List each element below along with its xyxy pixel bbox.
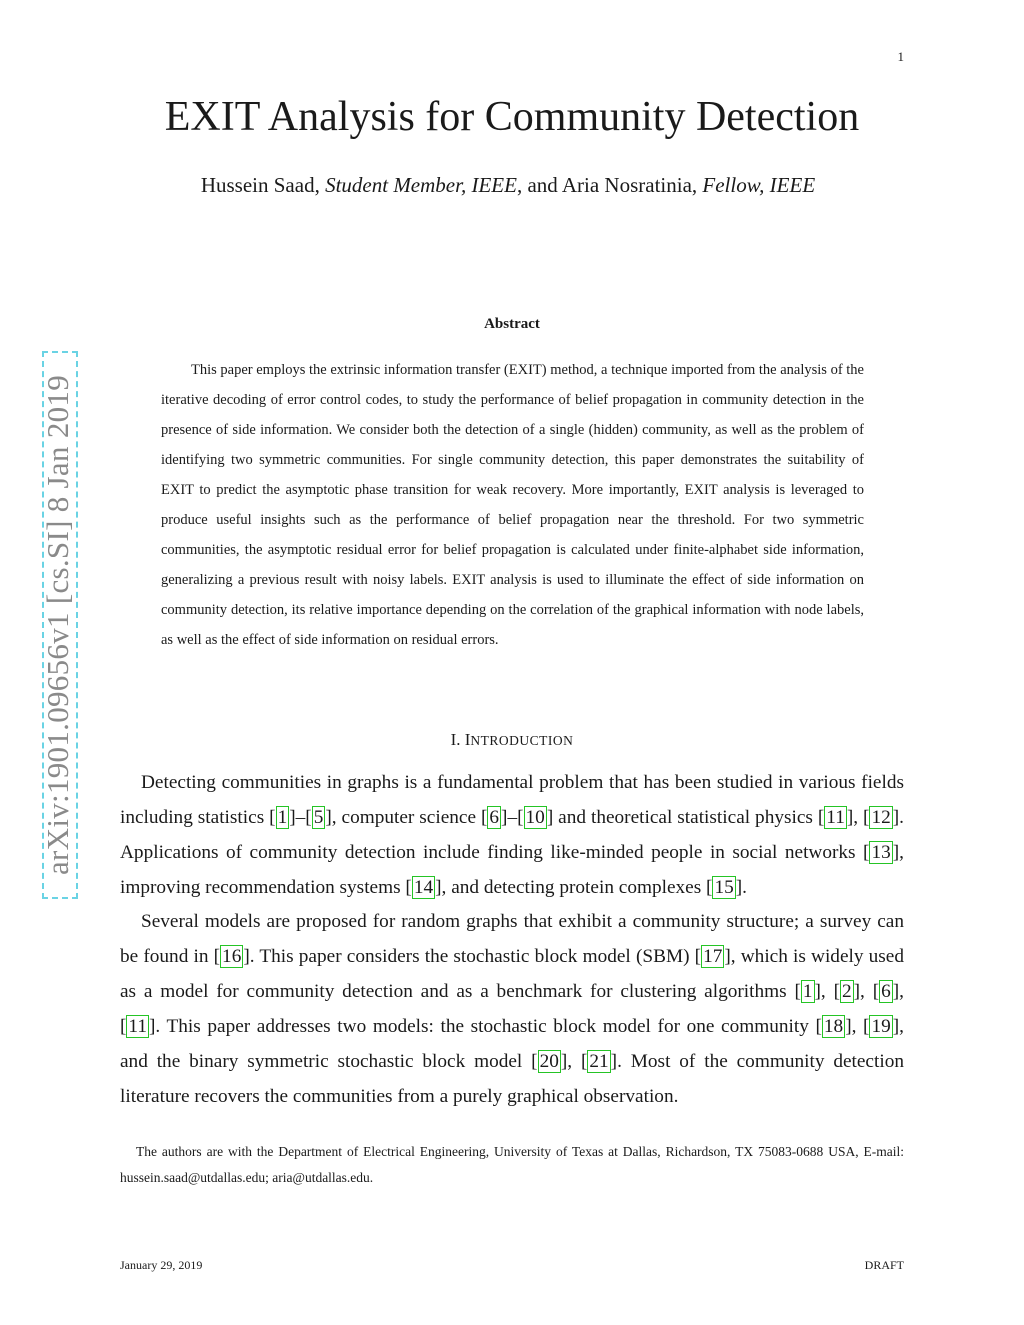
citation-link[interactable]: 13 xyxy=(871,842,891,863)
citation-link[interactable]: 10 xyxy=(525,807,545,828)
citation-link[interactable]: 11 xyxy=(826,807,845,828)
citation-link[interactable]: 11 xyxy=(128,1016,147,1037)
text-run: ] and theoretical statistical physics [ xyxy=(546,807,825,828)
citation-link[interactable]: 6 xyxy=(881,981,891,1002)
text-run: ], [ xyxy=(846,807,870,828)
section-number: I. xyxy=(450,730,461,749)
citation-link[interactable]: 6 xyxy=(489,807,500,828)
text-run: ], [ xyxy=(560,1051,588,1072)
author-2-role: Fellow, IEEE xyxy=(702,173,816,197)
text-run: ]. This paper considers the stochastic block model (SBM) [ xyxy=(243,946,702,967)
text-run: ], [ xyxy=(845,1016,870,1037)
text-run: ], and the binary symmetric stochastic block model [ xyxy=(120,1016,904,1072)
text-run: ]. Applications of community detection include finding like-minded people in social networks [ xyxy=(120,807,905,863)
author-line xyxy=(0,173,1016,198)
arxiv-category: [cs.SI] xyxy=(40,520,75,605)
text-run: ], and detecting protein complexes [ xyxy=(435,877,713,898)
page-number: 1 xyxy=(897,49,904,64)
author-affiliation-footnote: The authors are with the Department of Electrical Engineering, University of Texas at Dallas, Richardson, TX 75083-0688 USA, E-mail: hussein.saad@utdallas.edu; aria@utdallas.edu. xyxy=(120,1144,904,1185)
text-run: ], [ xyxy=(120,981,905,1037)
section-title-initial: I xyxy=(464,730,471,749)
citation-link[interactable]: 5 xyxy=(313,807,324,828)
section-title-rest: NTRODUCTION xyxy=(470,733,574,748)
citation-link[interactable]: 2 xyxy=(842,981,852,1002)
text-run: ]. xyxy=(735,877,748,898)
citation-link[interactable]: 1 xyxy=(277,807,288,828)
arxiv-date: 8 Jan 2019 xyxy=(40,374,75,513)
citation-link[interactable]: 1 xyxy=(802,981,813,1002)
footer-draft-label: DRAFT xyxy=(864,1258,904,1272)
citation-link[interactable]: 15 xyxy=(714,877,734,898)
text-run: ]–[ xyxy=(501,807,524,828)
intro-paragraph-2 xyxy=(120,904,904,1114)
text-run: Detecting communities in graphs is a fundamental problem that has been studied in various fields including statistics [ xyxy=(120,772,904,828)
intro-paragraph-1 xyxy=(120,765,904,905)
abstract-text: This paper employs the extrinsic information transfer (EXIT) method, a technique imported from the analysis of the iterative decoding of error control codes, to study the performance of belief propagation in community detection in the presence of side information. We consider both the detection of a single (hidden) community, as well as the problem of identifying two symmetric communities. For single community detection, this paper demonstrates the suitability of EXIT to predict the asymptotic phase transition for weak recovery. More importantly, EXIT analysis is leveraged to produce useful insights such as the performance of belief propagation near the threshold. For two symmetric communities, the asymptotic residual error for belief propagation is calculated under finite-alphabet side information, generalizing a previous result with noisy labels. EXIT analysis is used to illuminate the effect of side information on community detection, its relative importance depending on the correlation of the graphical information with node labels, as well as the effect of side information on residual errors. xyxy=(161,362,864,648)
citation-link[interactable]: 16 xyxy=(222,946,242,967)
arxiv-id: arXiv:1901.09656v1 xyxy=(40,612,75,876)
footer-date: January 29, 2019 xyxy=(120,1258,203,1272)
text-run: ], which is widely used as a model for community detection and as a benchmark for clustering algorithms [ xyxy=(120,946,904,1002)
citation-link[interactable]: 18 xyxy=(823,1016,844,1037)
text-run: ]. This paper addresses two models: the stochastic block model for one community [ xyxy=(149,1016,822,1037)
section-heading xyxy=(0,730,1024,750)
text-run: ]–[ xyxy=(289,807,312,828)
citation-link[interactable]: 19 xyxy=(871,1016,891,1037)
text-run: ], improving recommendation systems [ xyxy=(120,842,904,898)
citation-link[interactable]: 14 xyxy=(413,877,434,898)
author-1: Hussein Saad, xyxy=(200,173,320,197)
text-run: ], [ xyxy=(853,981,880,1002)
paper-title: EXIT Analysis for Community Detection xyxy=(164,94,860,140)
text-run: ], computer science [ xyxy=(325,807,488,828)
arxiv-identifier[interactable] xyxy=(40,371,76,879)
citation-link[interactable]: 21 xyxy=(589,1051,609,1072)
abstract-heading: Abstract xyxy=(484,316,540,332)
citation-link[interactable]: 20 xyxy=(539,1051,559,1072)
author-connector: , and Aria Nosratinia, xyxy=(516,173,698,197)
text-run: Several models are proposed for random graphs that exhibit a community structure; a survey can be found in [ xyxy=(120,911,904,967)
author-1-role: Student Member, IEEE xyxy=(325,173,517,197)
text-run: ]. Most of the community detection literature recovers the communities from a purely graphical observation. xyxy=(120,1051,904,1107)
text-run: ], [ xyxy=(814,981,840,1002)
citation-link[interactable]: 17 xyxy=(703,946,723,967)
citation-link[interactable]: 12 xyxy=(871,807,891,828)
